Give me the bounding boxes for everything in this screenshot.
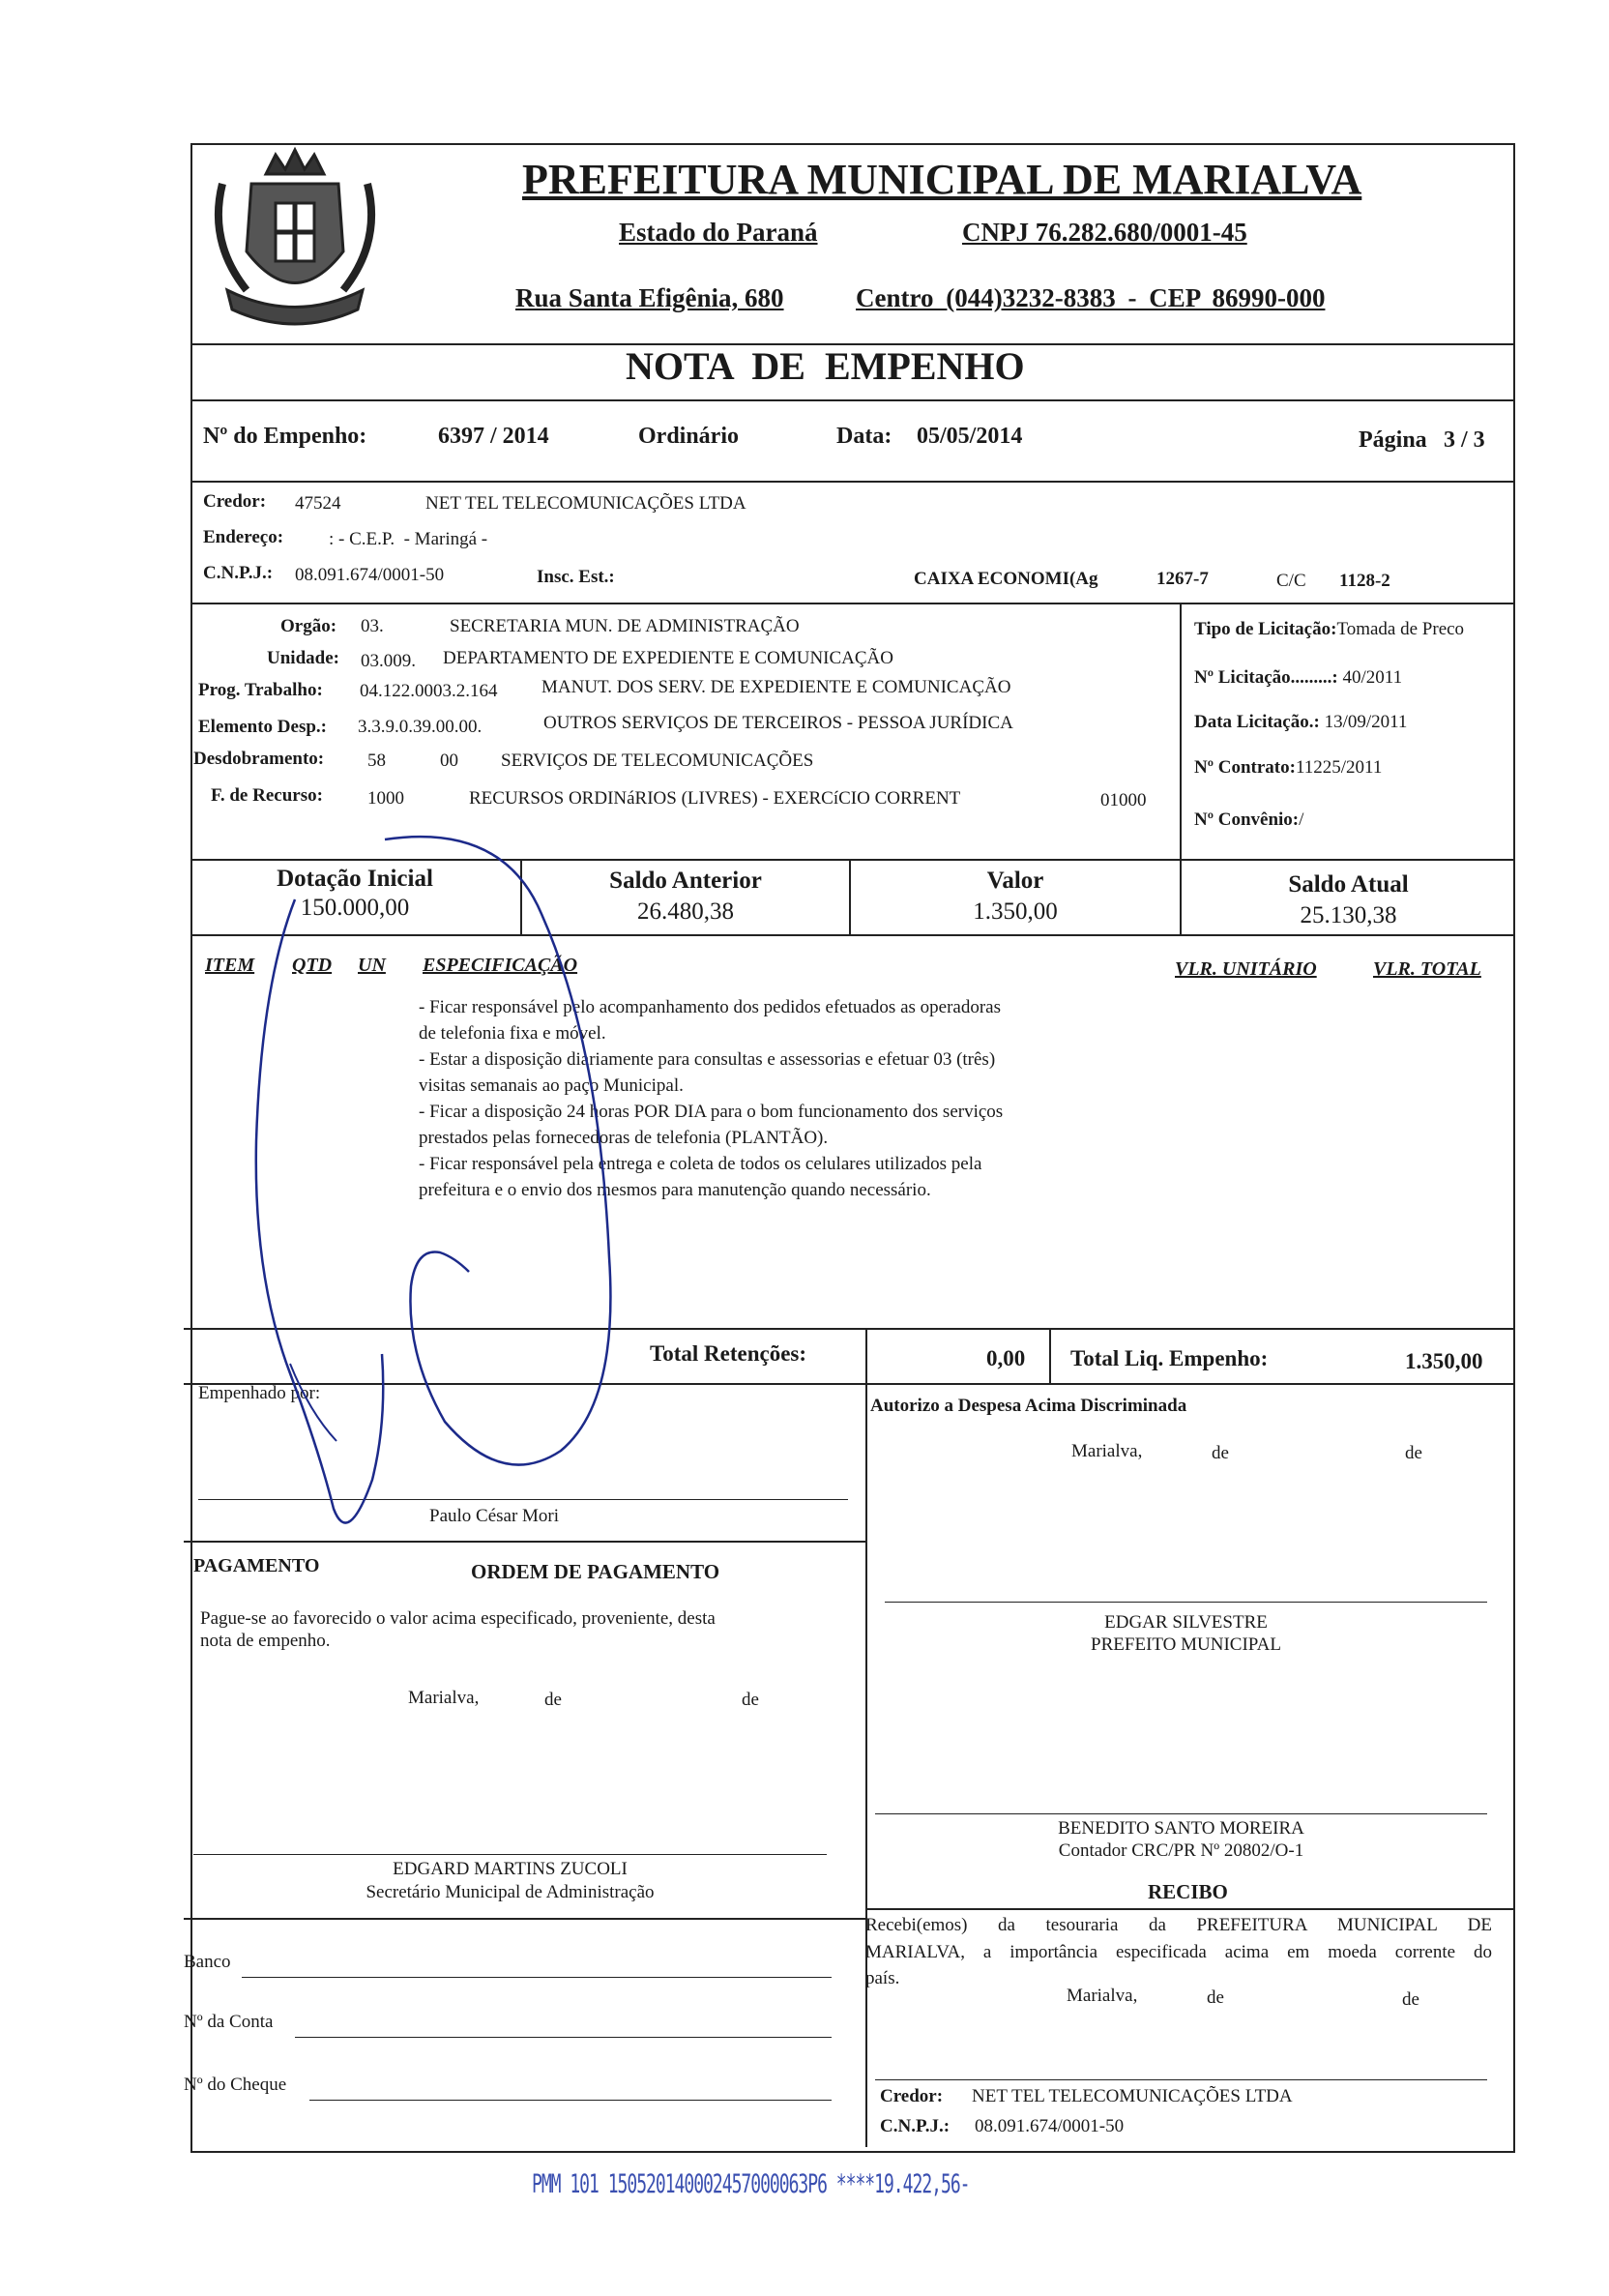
autorizo-de2: de — [1405, 1443, 1422, 1463]
divider — [1049, 1328, 1051, 1383]
empenho-number: 6397 / 2014 — [438, 424, 549, 449]
col-un: UN — [358, 955, 386, 976]
banco-line — [242, 1977, 832, 1978]
date-label: Data: — [836, 424, 892, 449]
pagamento-de2: de — [742, 1690, 759, 1710]
signature-line — [198, 1499, 848, 1500]
tipo-licitacao: Tipo de Licitação:Tomada de Preco — [1194, 619, 1465, 639]
pagamento-text-1: Pague-se ao favorecido o valor acima especificado, proveniente, desta — [200, 1608, 716, 1629]
total-retencoes-label: Total Retenções: — [650, 1341, 807, 1366]
page-label: Página — [1359, 427, 1427, 453]
col-item: ITEM — [205, 955, 255, 976]
saldo-atual-value: 25.130,38 — [1300, 902, 1397, 928]
col-espec: ESPECIFICAÇÃO — [423, 955, 578, 976]
divider — [190, 481, 1515, 483]
header-title: PREFEITURA MUNICIPAL DE MARIALVA — [522, 156, 1362, 203]
endereco-value: : - C.E.P. - Maringá - — [329, 529, 488, 549]
orgao-desc: SECRETARIA MUN. DE ADMINISTRAÇÃO — [450, 616, 800, 636]
fonte-code: 1000 — [367, 788, 404, 809]
recibo-credor-value: NET TEL TELECOMUNICAÇÕES LTDA — [972, 2086, 1293, 2106]
header-address: Centro (044)3232-8383 - CEP 86990-000 — [856, 283, 1326, 312]
desdobramento-sub: 00 — [440, 751, 458, 771]
header-street: Rua Santa Efigênia, 680 — [515, 283, 784, 312]
empenho-type: Ordinário — [638, 424, 740, 449]
recibo-text-3: país. — [865, 1968, 900, 1988]
cc-label: C/C — [1276, 571, 1306, 591]
prog-code: 04.122.0003.2.164 — [360, 681, 498, 701]
numero-licitacao: Nº Licitação.........: 40/2011 — [1194, 667, 1403, 688]
signature-line — [885, 1602, 1487, 1603]
divider — [190, 934, 1515, 936]
divider — [190, 603, 1515, 604]
col-vlr-unitario: VLR. UNITÁRIO — [1175, 958, 1317, 980]
spec-line: - Ficar responsável pelo acompanhamento dos pedidos efetuados as operadoras — [419, 997, 1001, 1017]
divider — [190, 399, 1515, 401]
header-cnpj: CNPJ 76.282.680/0001-45 — [962, 218, 1247, 247]
recibo-credor-label: Credor: — [880, 2086, 944, 2106]
saldo-anterior-label: Saldo Anterior — [609, 868, 762, 894]
recibo-de1: de — [1207, 1987, 1224, 2008]
specification-text — [419, 994, 1173, 1203]
unidade-code: 03.009. — [361, 651, 416, 671]
credor-name: NET TEL TELECOMUNICAÇÕES LTDA — [425, 493, 746, 514]
cheque-label: Nº do Cheque — [184, 2075, 287, 2095]
recibo-cnpj-value: 08.091.674/0001-50 — [975, 2116, 1125, 2136]
bank-agency: 1267-7 — [1156, 569, 1209, 589]
divider — [184, 1918, 865, 1920]
spec-line: - Ficar a disposição 24 horas POR DIA para o bom funcionamento dos serviços — [419, 1102, 1004, 1122]
total-retencoes-value: 0,00 — [986, 1346, 1026, 1370]
accountant-title: Contador CRC/PR Nº 20802/O-1 — [1058, 1840, 1304, 1861]
empenhado-label: Empenhado por: — [198, 1383, 321, 1403]
autorizo-label: Autorizo a Despesa Acima Discriminada — [870, 1396, 1187, 1416]
secretary-title: Secretário Municipal de Administração — [366, 1882, 655, 1902]
valor-value: 1.350,00 — [973, 898, 1058, 925]
col-vlr-total: VLR. TOTAL — [1373, 958, 1481, 980]
autorizo-city: Marialva, — [1071, 1441, 1143, 1461]
divider — [865, 1908, 1515, 1910]
valor-label: Valor — [986, 868, 1044, 894]
desdobramento-code: 58 — [367, 751, 386, 771]
recibo-de2: de — [1402, 1989, 1419, 2010]
conta-label: Nº da Conta — [184, 2012, 274, 2032]
saldo-atual-label: Saldo Atual — [1288, 871, 1409, 898]
accountant-name: BENEDITO SANTO MOREIRA — [1058, 1818, 1304, 1839]
unidade-desc: DEPARTAMENTO DE EXPEDIENTE E COMUNICAÇÃO — [443, 648, 894, 668]
banco-label: Banco — [184, 1952, 231, 1972]
pagamento-de1: de — [544, 1690, 562, 1710]
recibo-text-2: MARIALVA, a importância especificada acima em moeda corrente do — [865, 1942, 1492, 1962]
spec-line: prestados pelas fornecedoras de telefonia (PLANTÃO). — [419, 1128, 829, 1148]
coat-of-arms-icon — [198, 145, 392, 339]
signature-line — [193, 1854, 827, 1855]
divider — [184, 1541, 865, 1543]
insc-label: Insc. Est.: — [537, 567, 615, 587]
fonte-label: F. de Recurso: — [211, 785, 323, 806]
total-liquido-value: 1.350,00 — [1405, 1349, 1483, 1373]
cc-value: 1128-2 — [1339, 571, 1390, 591]
document-title: NOTA DE EMPENHO — [626, 344, 1025, 388]
mayor-title: PREFEITO MUNICIPAL — [1091, 1634, 1281, 1655]
spec-line: de telefonia fixa e móvel. — [419, 1023, 606, 1044]
unidade-label: Unidade: — [267, 648, 339, 668]
desdobramento-label: Desdobramento: — [193, 749, 325, 769]
credor-label: Credor: — [203, 491, 267, 512]
numero-contrato: Nº Contrato:11225/2011 — [1194, 757, 1383, 778]
numero-convenio: Nº Convênio:/ — [1194, 809, 1304, 830]
recibo-cnpj-label: C.N.P.J.: — [880, 2116, 951, 2136]
pagamento-title: PAGAMENTO — [193, 1555, 320, 1576]
spec-line: visitas semanais ao paço Municipal. — [419, 1075, 684, 1096]
fonte-number: 01000 — [1100, 790, 1147, 810]
spec-line: - Ficar responsável pela entrega e coleta de todos os celulares utilizados pela — [419, 1154, 982, 1174]
dotacao-value: 150.000,00 — [300, 895, 410, 921]
header-state: Estado do Paraná — [619, 218, 818, 247]
endereco-label: Endereço: — [203, 527, 284, 547]
recibo-title: RECIBO — [1148, 1880, 1228, 1903]
recibo-city: Marialva, — [1067, 1986, 1138, 2006]
orgao-label: Orgão: — [280, 616, 337, 636]
pagamento-text-2: nota de empenho. — [200, 1631, 331, 1651]
signer-name: Paulo César Mori — [429, 1506, 560, 1526]
prog-desc: MANUT. DOS SERV. DE EXPEDIENTE E COMUNICAÇÃO — [541, 677, 1011, 697]
cheque-line — [309, 2100, 832, 2101]
saldo-anterior-value: 26.480,38 — [637, 898, 734, 925]
divider — [184, 1383, 1515, 1385]
signature-line — [875, 2079, 1487, 2080]
date-value: 05/05/2014 — [917, 424, 1023, 449]
total-liquido-label: Total Liq. Empenho: — [1070, 1346, 1269, 1370]
ordem-pagamento-title: ORDEM DE PAGAMENTO — [471, 1560, 720, 1583]
divider — [865, 1328, 867, 1383]
spec-line: prefeitura e o envio dos mesmos para manutenção quando necessário. — [419, 1180, 931, 1200]
data-licitacao: Data Licitação.: 13/09/2011 — [1194, 712, 1408, 732]
elemento-label: Elemento Desp.: — [198, 717, 327, 737]
cnpj-value: 08.091.674/0001-50 — [295, 565, 445, 585]
cnpj-label: C.N.P.J.: — [203, 563, 274, 583]
credor-code: 47524 — [295, 493, 341, 514]
recibo-text-1: Recebi(emos) da tesouraria da PREFEITURA MUNICIPAL DE — [865, 1915, 1492, 1935]
col-qtd: QTD — [292, 955, 333, 976]
empenho-label: Nº do Empenho: — [203, 424, 367, 449]
bank-name: CAIXA ECONOMI(Ag — [914, 569, 1098, 589]
divider — [1180, 603, 1182, 859]
divider — [190, 859, 1515, 861]
prog-label: Prog. Trabalho: — [198, 680, 323, 700]
desdobramento-desc: SERVIÇOS DE TELECOMUNICAÇÕES — [501, 751, 814, 771]
divider — [865, 1383, 867, 2147]
signature-line — [875, 1813, 1487, 1814]
elemento-code: 3.3.9.0.39.00.00. — [358, 717, 483, 737]
orgao-code: 03. — [361, 616, 384, 636]
page-number: 3 / 3 — [1444, 427, 1485, 453]
elemento-desc: OUTROS SERVIÇOS DE TERCEIROS - PESSOA JURÍDICA — [543, 713, 1013, 733]
machine-stamp: PMM 101 150520140002457000063P6 ****19.422,56- — [532, 2169, 970, 2200]
dotacao-label: Dotação Inicial — [277, 866, 433, 892]
spec-line: - Estar a disposição diariamente para consultas e assessorias e efetuar 03 (três) — [419, 1049, 996, 1070]
mayor-name: EDGAR SILVESTRE — [1104, 1612, 1268, 1633]
pagamento-city: Marialva, — [408, 1688, 480, 1708]
conta-line — [295, 2037, 832, 2038]
secretary-name: EDGARD MARTINS ZUCOLI — [393, 1859, 628, 1879]
autorizo-de1: de — [1212, 1443, 1229, 1463]
divider — [184, 1328, 1515, 1330]
fonte-desc: RECURSOS ORDINáRIOS (LIVRES) - EXERCíCIO CORRENT — [469, 788, 961, 809]
